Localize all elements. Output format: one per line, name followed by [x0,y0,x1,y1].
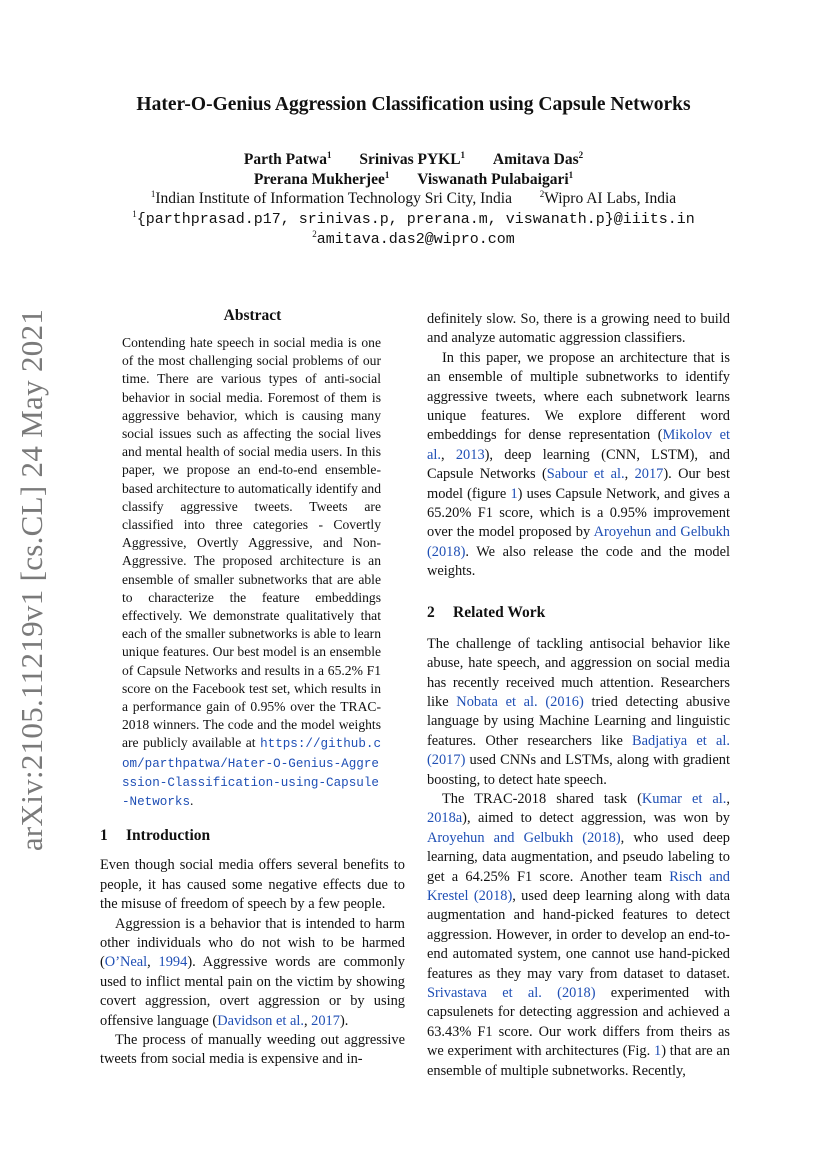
figure-reference[interactable]: 1 [510,485,518,502]
intro-continued-paragraph: definitely slow. So, there is a growing need to build and analyze automatic aggression classifiers. [427,311,730,347]
intro-paragraph-1: Even though social media offers several benefits to people, it has caused some negative effects due to the misuse of freedom of speech by a few people. [100,857,405,913]
intro-paragraph-4: In this paper, we propose an architecture that is an ensemble of multiple subnetworks to identify aggressive tweets, where each subnetwork learns unique features. We explore different word embeddings for dense representation (Mikolov et al., 2013), deep learning (CNN, LSTM), and Capsule Networks (Sabour et al., 2017). Our best model (figure 1) uses Capsule Network, and gives a 65.20% F1 score, which is a 0.95% improvement over the model proposed by Aroyehun and Gelbukh (2018). We also release the code and the model weights. [427,349,731,580]
left-column [100,307,405,1070]
citation-risch-year[interactable]: (2018) [473,887,513,904]
author-viswanath-pulabaigari: Viswanath Pulabaigari$^1$ [417,170,574,188]
citation-srivastava[interactable]: Srivastava et al. [427,985,542,1001]
citation-davidson-year[interactable]: 2017 [311,1012,340,1029]
affiliation-wipro: Wipro AI Labs, India [544,190,677,207]
citation-aroyehun[interactable]: Aroyehun and Gelbukh [593,524,730,541]
citation-mikolov[interactable]: Mikolov et al. [427,427,731,463]
github-link[interactable]: https://github.com/parthpatwa/Hater-O-Genius-Aggression-Classification-using-Capsule-Networks [122,737,381,810]
related-paragraph-2: The TRAC-2018 shared task (Kumar et al., 2018a), aimed to detect aggression, was won by Aroyehun and Gelbukh (2018), who used deep learning, data augmentation, and pseudo labeling to get a 64.25% F1 score. Another team Risch and Krestel (2018), used deep learning along with data augmentation and hand-picked features to detect aggression. However, in order to develop an end-to-end automated system, one cannot use hand-picked features as they may vary from dataset to dataset. Srivastava et al. (2018) experimented with capsulenets for detecting aggression and achieved a 63.43% F1 score. Our work differs from theirs as we experiment with architectures (Fig. 1) that are an ensemble of multiple subnetworks. Recently, [427,790,730,1079]
email-line-2: $^2$amitava.das2@wipro.com [312,229,515,248]
arxiv-id-text: arXiv:2105.11219v1 [cs.CL] 24 May 2021 [14,308,50,852]
figure-reference-2[interactable]: 1 [653,1043,662,1060]
arxiv-identifier-stamp [2,300,62,860]
citation-aroyehun-2-year[interactable]: (2018) [582,829,621,846]
citation-srivastava-year[interactable]: (2018) [557,985,596,1001]
citation-risch[interactable]: Risch and Krestel [427,868,730,904]
citation-mikolov-year[interactable]: 2013 [455,446,485,463]
intro-paragraph-2: Aggression is a behavior that is intended to harm other individuals who do not wish to be harmed (O’Neal, 1994). Aggressive words are commonly used to inflict mental pain on the victim by showing covert aggression, overt aggression or by using offensive language (Davidson et al., 2017). [100,915,406,1029]
section-heading-related-work: 2 Related Work [427,603,546,621]
affiliation-iiit-sri-city: Indian Institute of Information Technology Sri City, India [155,190,512,207]
citation-oneal[interactable]: O’Neal [104,954,148,971]
citation-nobata[interactable]: Nobata et al. [456,693,538,710]
email-wipro: amitava.das2@wipro.com [316,231,515,248]
citation-kumar-year[interactable]: 2018a [427,810,463,827]
author-amitava-das: Amitava Das$^2$ [492,150,584,168]
citation-oneal-year[interactable]: 1994 [158,954,188,971]
citation-davidson[interactable]: Davidson et al. [217,1012,304,1029]
citation-badjatiya-year[interactable]: (2017) [427,752,466,769]
author-line-2 [80,171,747,189]
intro-paragraph-3: The process of manually weeding out aggressive tweets from social media is expensive and in- [100,1031,405,1068]
citation-aroyehun-2[interactable]: Aroyehun and Gelbukh [427,829,574,846]
email-iiits: {parthprasad.p17, srinivas.p, prerana.m, viswanath.p}@iiits.in [136,211,695,228]
citation-badjatiya[interactable]: Badjatiya et al. [632,732,730,749]
email-line-1: $^1${parthprasad.p17, srinivas.p, prerana.m, viswanath.p}@iiits.in [132,209,695,228]
related-paragraph-1: The challenge of tackling antisocial behavior like abuse, hate speech, and aggression on social media has recently received much attention. Researchers like Nobata et al. (2016) tried detecting abusive language by using Machine Learning and linguistic features. Other researchers like Badjatiya et al. (2017) used CNNs and LSTMs, along with gradient boosting, to detect hate speech. [427,635,730,788]
paper-title: Hater-O-Genius Aggression Classification using Capsule Networks [136,94,691,115]
author-line-1 [80,151,747,169]
author-srinivas-pykl: Srinivas PYKL$^1$ [359,150,466,168]
abstract-heading: Abstract [223,307,282,324]
abstract-text: Contending hate speech in social media is one of the most challenging social problems of our time. There are various types of anti-social behavior in social media. Foremost of them is aggressive behavior, which is causing many social issues such as affecting the social lives and mental health of social media users. In this paper, we propose an end-to-end ensemble-based architecture to automatically identify and classify aggressive tweets. Tweets are classified into three categories - Covertly Aggressive, Overtly Aggressive, and Non-Aggressive. The proposed architecture is an ensemble of smaller subnetworks that are able to characterize the feature embeddings effectively. We demonstrate qualitatively that each of the smaller subnetworks is able to learn unique features. Our best model is an ensemble of Capsule Networks and results in a 65.2% F1 score on the Facebook test set, which results in a performance gain of 0.95% over the TRAC-2018 winners. The code and the model weights are publicly available at [122,335,381,751]
right-column [427,310,730,1081]
citation-sabour[interactable]: Sabour et al. [546,466,625,483]
citation-aroyehun-year[interactable]: (2018) [427,543,466,560]
author-parth-patwa: Parth Patwa$^1$ [243,150,332,168]
citation-nobata-year[interactable]: (2016) [545,693,584,710]
section-heading-introduction: 1 Introduction [100,827,211,845]
citation-kumar[interactable]: Kumar et al. [641,790,727,807]
author-prerana-mukherjee: Prerana Mukherjee$^1$ [253,170,390,188]
citation-sabour-year[interactable]: 2017 [634,466,664,483]
affiliations-line: $^1$Indian Institute of Information Technology Sri City, India $^2$Wipro AI Labs, India [150,189,677,207]
abstract-body: Contending hate speech in social media is one of the most challenging social problems of our time. There are various types of anti-social behavior in social media. Foremost of them is aggressive behavior, which is causing many social issues such as affecting the social lives and mental health of social media users. In this paper, we propose an end-to-end ensemble-based architecture to automatically identify and classify aggressive tweets. Tweets are classified into three categories - Covertly Aggressive, Overtly Aggressive, and Non-Aggressive. The proposed architecture is an ensemble of smaller subnetworks that are able to characterize the feature embeddings effectively. We demonstrate qualitatively that each of the smaller subnetworks is able to learn unique features. Our best model is an ensemble of Capsule Networks and results in a 65.2% F1 score on the Facebook test set, which results in a performance gain of 0.95% over the TRAC-2018 winners. The code and the model weights are publicly available at https://github.com/parthpatwa/Hater-O-Genius-Aggression-Classification-using-Capsule-Networks. [122,335,381,810]
